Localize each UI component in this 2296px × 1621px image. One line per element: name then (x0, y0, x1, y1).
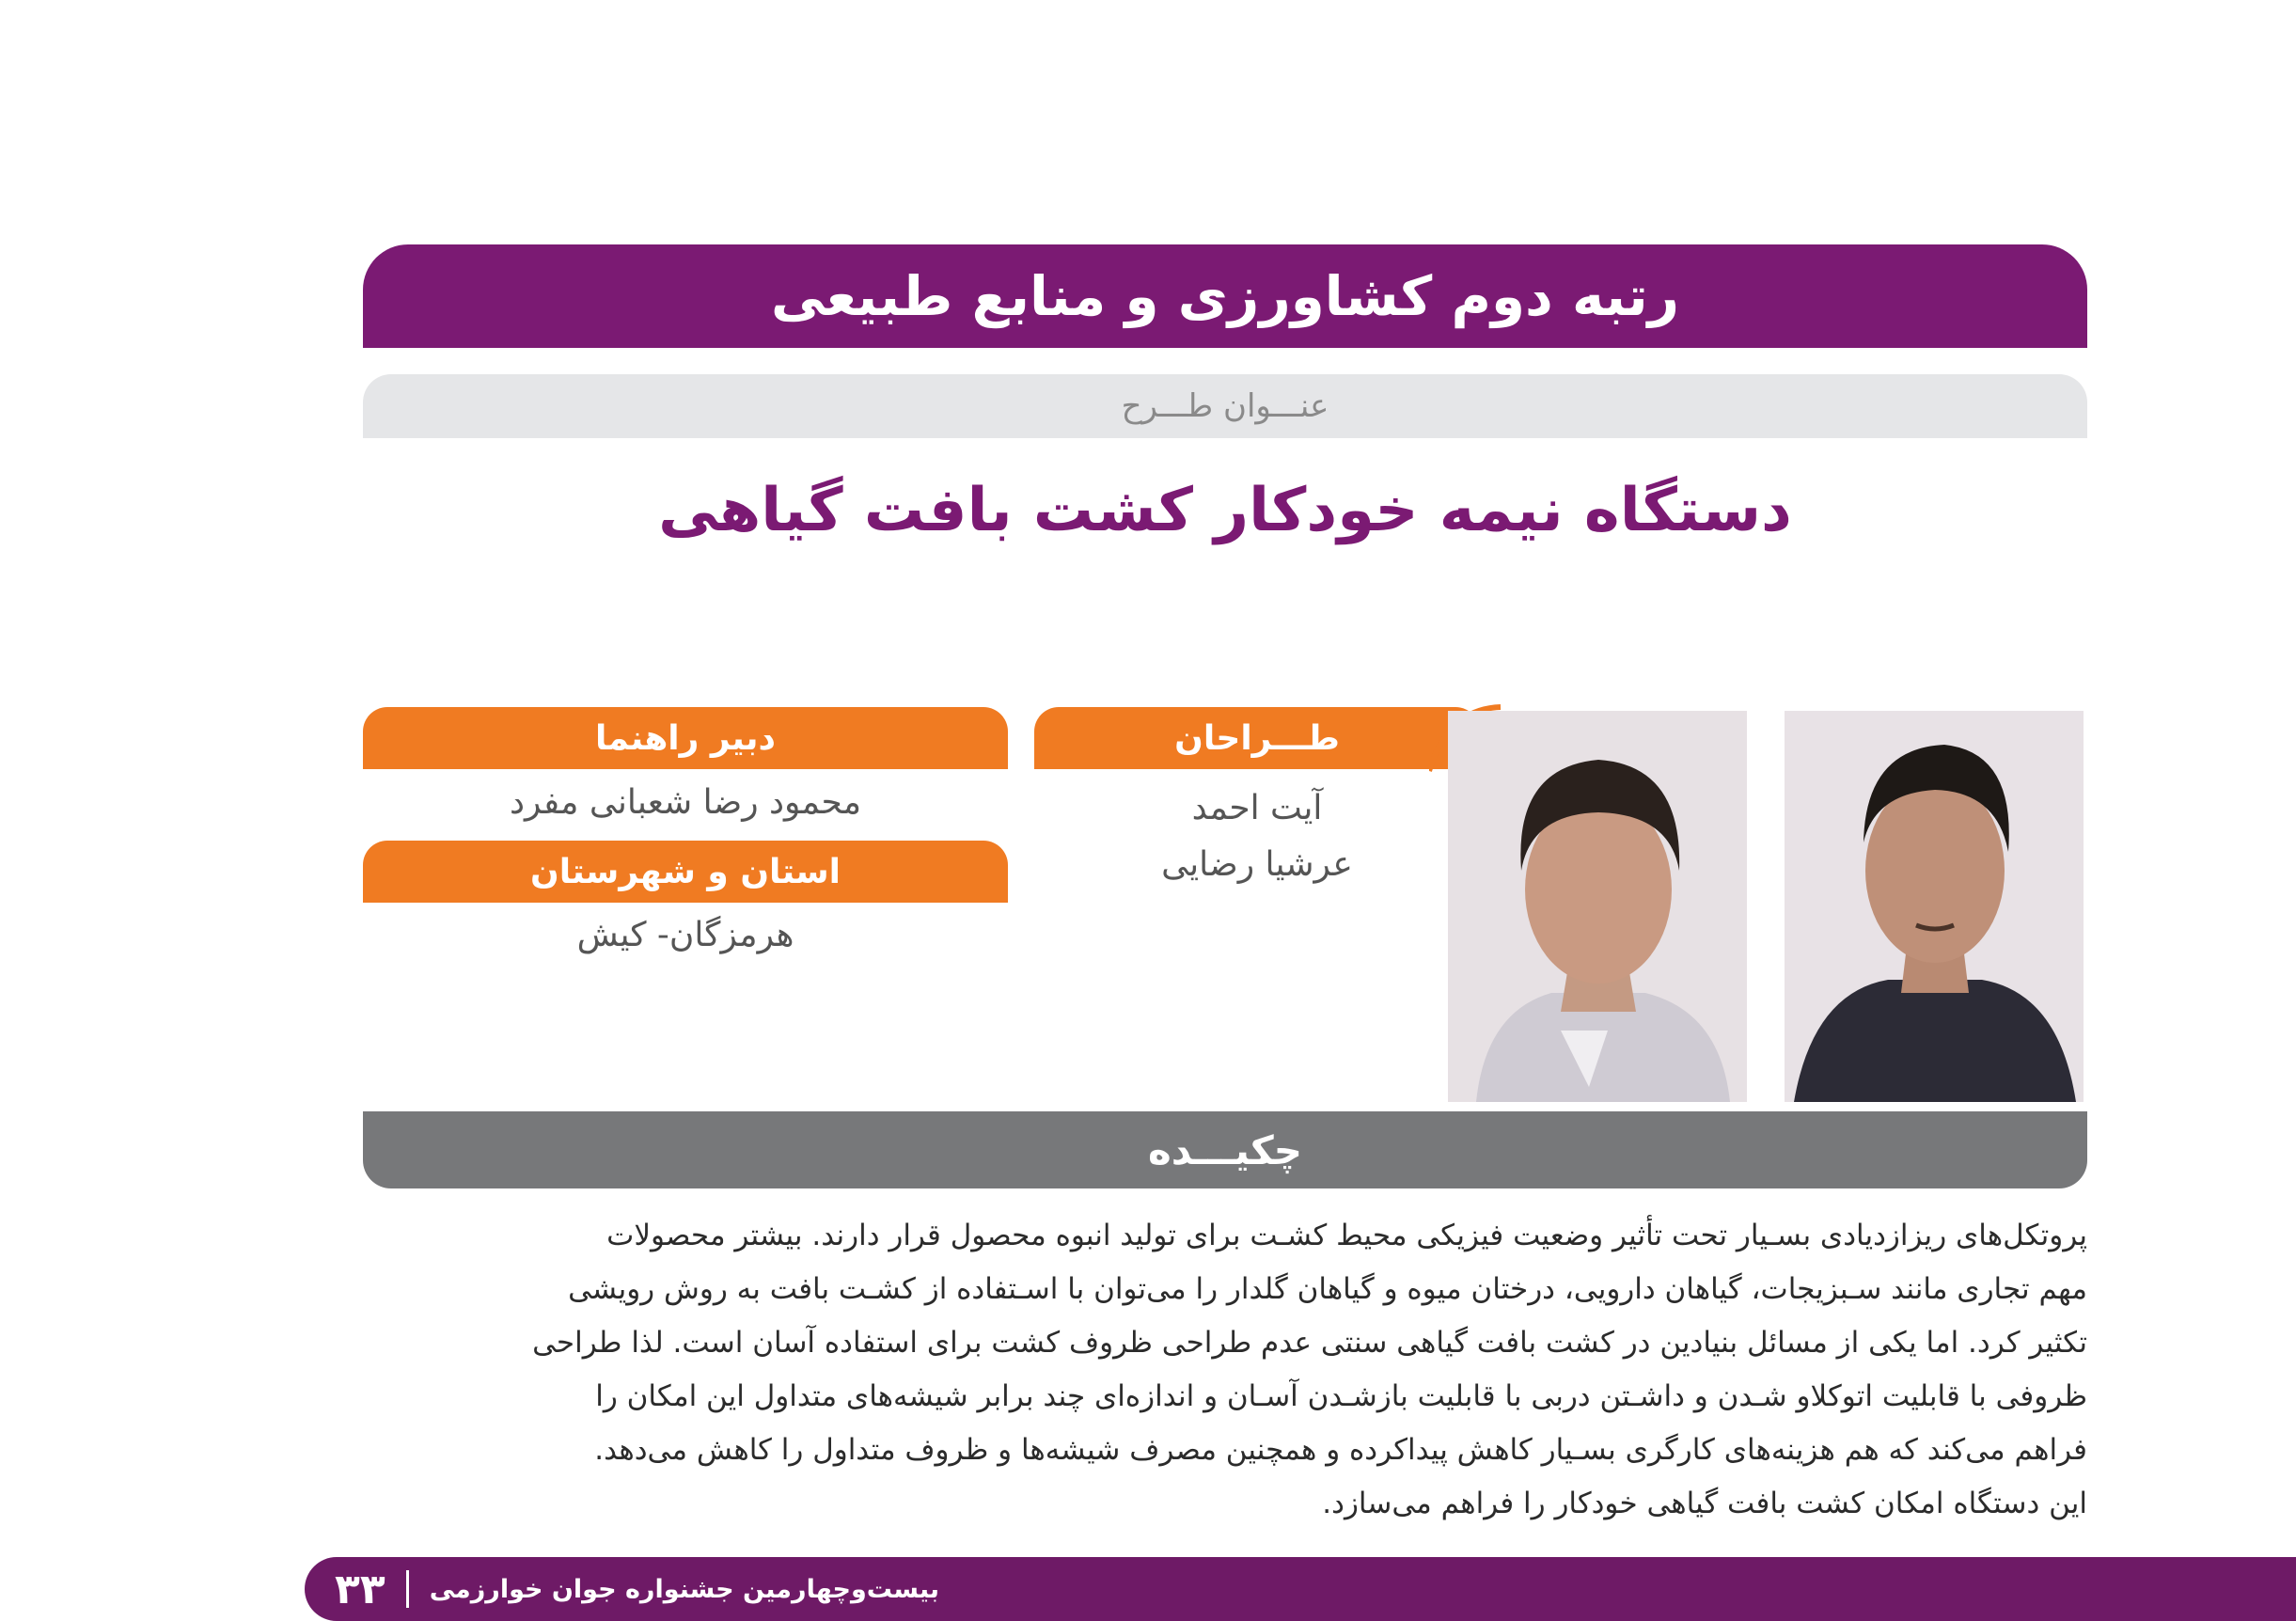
page-number: ۳۳ (335, 1565, 385, 1613)
abstract-line: ظروفی با قابلیت اتوکلاو شـدن و داشـتن دربی با قابلیت بازشـدن آسـان و اندازه‌ای چند برابر شیشه‌های متداول این امکان را (595, 1379, 2087, 1413)
advisor-header (363, 707, 1008, 769)
project-title-block (363, 459, 2087, 562)
designers-list (1034, 780, 1480, 893)
location-value: هرمزگان- کیش (576, 916, 794, 954)
category-title: رتبه دوم کشاورزی و منابع طبیعی (770, 264, 1680, 328)
designer-name: عرشیا رضایی (1161, 845, 1353, 884)
location-header-label: استان و شهرستان (529, 852, 841, 891)
project-title: دستگاه نیمه خودکار کشت بافت گیاهی (658, 476, 1792, 545)
designer-name: آیت احمد (1191, 789, 1323, 827)
abstract-header-label: چکیـــده (1148, 1126, 1302, 1173)
category-banner (363, 244, 2087, 348)
abstract-body (363, 1209, 2087, 1531)
portrait-image (1448, 711, 1747, 1102)
abstract-header (363, 1111, 2087, 1188)
advisor-name: محمود رضا شعبانی مفرد (510, 783, 861, 822)
portrait-image (1785, 711, 2084, 1102)
festival-name: بیست‌وچهارمین جشنواره جوان خوارزمی (429, 1574, 939, 1604)
location-header (363, 841, 1008, 903)
footer-separator (406, 1570, 409, 1608)
abstract-line: فراهم می‌کند که هم هزینه‌های کارگری بسـیار کاهش پیداکرده و همچنین مصرف شیشه‌ها و ظروف متداول را کاهش می‌دهد. (594, 1433, 2087, 1467)
abstract-line: پروتکل‌های ریزازدیادی بسـیار تحت تأثیر وضعیت فیزیکی محیط کشـت برای تولید انبوه محصول قرار دارند. بیشتر محصولات (606, 1219, 2087, 1252)
advisor-header-label: دبیر راهنما (595, 718, 776, 758)
footer-content (335, 1557, 939, 1621)
designer-photo (1785, 711, 2084, 1102)
abstract-line: مهم تجاری مانند سـبزیجات، گیاهان دارویی، درختان میوه و گیاهان گلدار را می‌توان با اسـتفاده از کشـت بافت به روش رویشی (568, 1272, 2087, 1306)
abstract-line: این دستگاه امکان کشت بافت گیاهی خودکار را فراهم می‌سازد. (1322, 1487, 2087, 1520)
designers-header (1034, 707, 1480, 769)
project-label: عنـــوان طـــرح (1121, 387, 1329, 425)
designer-photo (1448, 711, 1747, 1102)
designers-header-label: طـــراحان (1174, 718, 1340, 758)
project-label-bar (363, 374, 2087, 438)
abstract-line: تکثیر کرد. اما یکی از مسائل بنیادین در کشت بافت گیاهی سنتی عدم طراحی ظروف کشت برای استفاده آسان است. لذا طراحی (532, 1326, 2087, 1360)
